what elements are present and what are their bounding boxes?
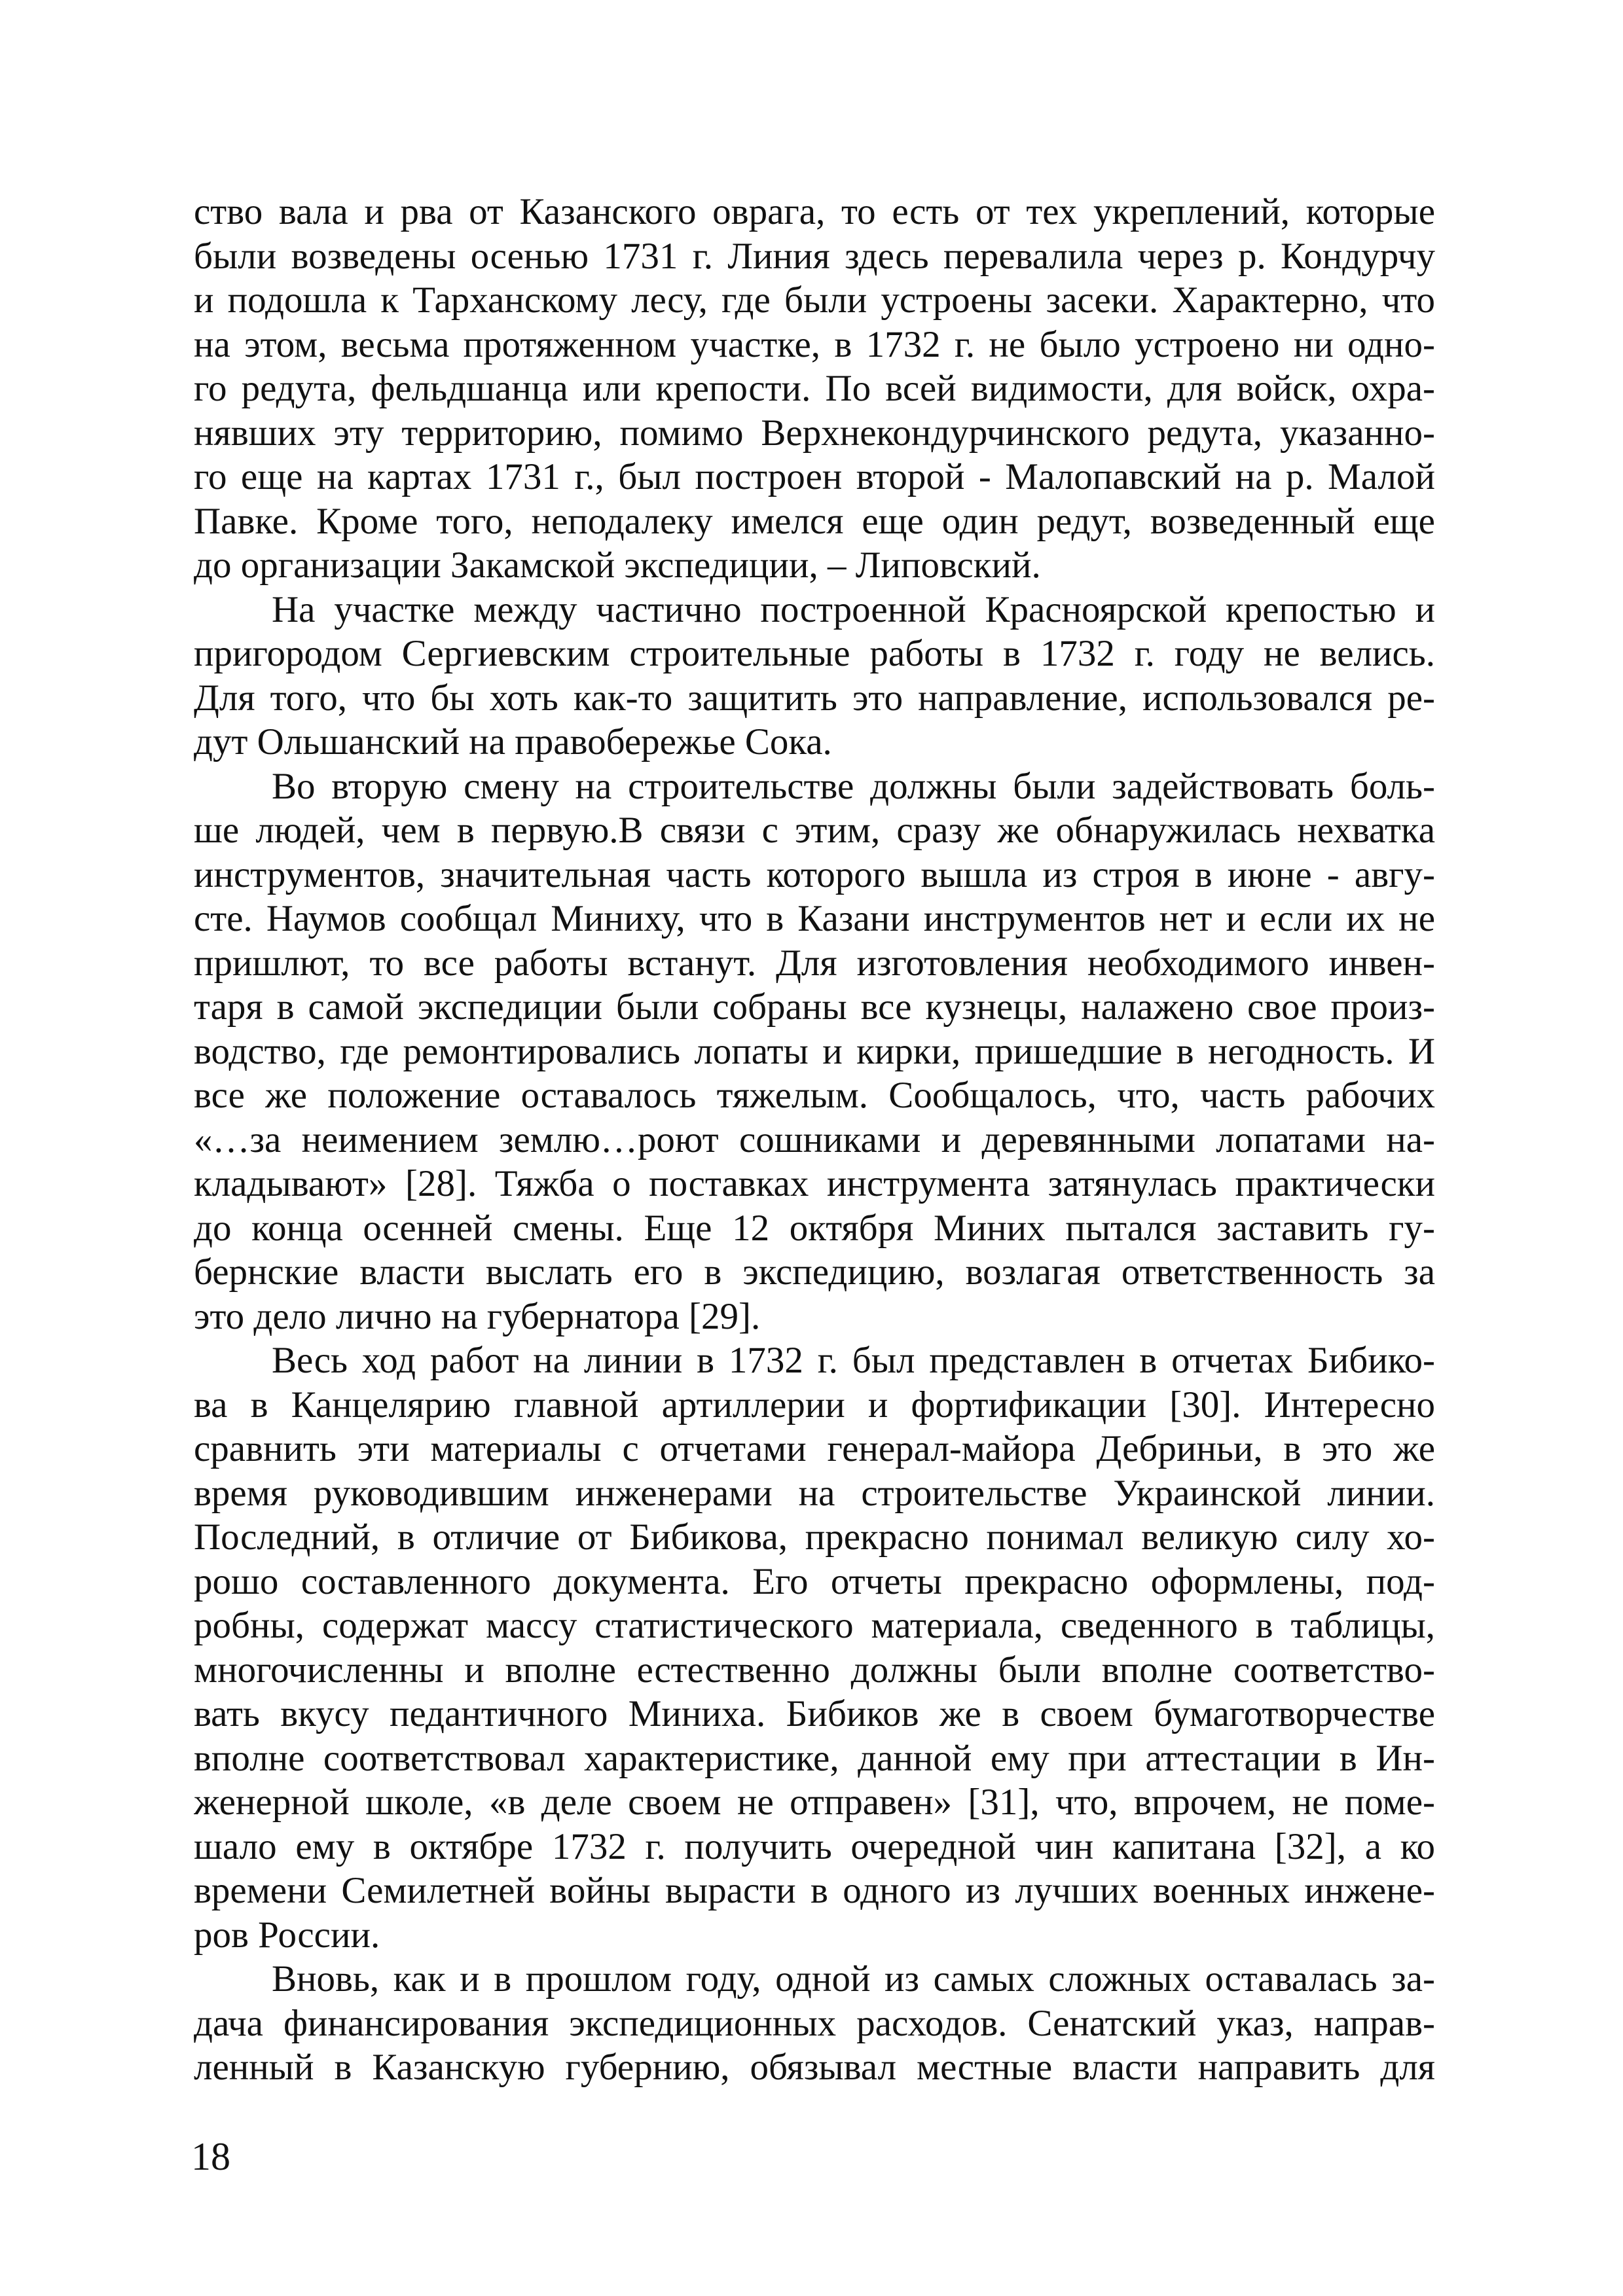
text-line: нявших эту территорию, помимо Верхнекондурчинского редута, указанно-	[194, 412, 1435, 454]
paragraph	[194, 764, 1435, 1339]
page-number: 18	[191, 2135, 230, 2178]
text-line: вать вкусу педантичного Миниха. Бибиков же в своем бумаготворчестве	[194, 1693, 1435, 1734]
text-line: го редута, фельдшанца или крепости. По всей видимости, для войск, охра-	[194, 368, 1435, 409]
text-line: Во вторую смену на строительстве должны были задействовать боль-	[272, 765, 1435, 807]
body-text	[194, 190, 1435, 2090]
text-line: ров России.	[194, 1914, 380, 1956]
text-line: это дело лично на губернатора [29].	[194, 1295, 761, 1337]
text-line: пригородом Сергиевским строительные работы в 1732 г. году не велись.	[194, 633, 1435, 674]
text-line: шало ему в октябре 1732 г. получить очередной чин капитана [32], а ко	[194, 1825, 1435, 1867]
text-line: и подошла к Тарханскому лесу, где были устроены засеки. Характерно, что	[194, 279, 1435, 321]
text-line: вполне соответствовал характеристике, данной ему при аттестации в Ин-	[194, 1737, 1435, 1779]
text-line: женерной школе, «в деле своем не отправен» [31], что, впрочем, не поме-	[194, 1782, 1435, 1823]
text-line: таря в самой экспедиции были собраны все кузнецы, налажено свое произ-	[194, 986, 1435, 1028]
text-line: сте. Наумов сообщал Миниху, что в Казани инструментов нет и если их не	[194, 898, 1435, 939]
text-line: робны, содержат массу статистического материала, сведенного в таблицы,	[194, 1605, 1435, 1646]
text-line: бернские власти выслать его в экспедицию, возлагая ответственность за	[194, 1251, 1435, 1293]
text-line: до конца осенней смены. Еще 12 октября Миних пытался заставить гу-	[194, 1207, 1435, 1249]
text-line: Для того, что бы хоть как-то защитить это направление, использовался ре-	[194, 677, 1435, 719]
paragraph	[194, 1338, 1435, 1957]
text-line: ва в Канцелярию главной артиллерии и фортификации [30]. Интересно	[194, 1384, 1435, 1426]
text-line: ше людей, чем в первую.В связи с этим, сразу же обнаружилась нехватка	[194, 810, 1435, 851]
text-line: Павке. Кроме того, неподалеку имелся еще один редут, возведенный еще	[194, 500, 1435, 542]
text-line: на этом, весьма протяженном участке, в 1732 г. не было устроено ни одно-	[194, 323, 1435, 365]
text-line: инструментов, значительная часть которого вышла из строя в июне - авгу-	[194, 853, 1435, 895]
text-line: времени Семилетней войны вырасти в одного из лучших военных инжене-	[194, 1870, 1435, 1911]
text-line: На участке между частично построенной Красноярской крепостью и	[272, 588, 1435, 630]
text-line: водство, где ремонтировались лопаты и кирки, пришедшие в негодность. И	[194, 1030, 1435, 1072]
text-line: Вновь, как и в прошлом году, одной из самых сложных оставалась за-	[272, 1958, 1435, 2000]
paragraph	[194, 190, 1435, 588]
text-line: ство вала и рва от Казанского оврага, то есть от тех укреплений, которые	[194, 191, 1435, 232]
text-line: до организации Закамской экспедиции, – Липовский.	[194, 545, 1041, 586]
text-line: сравнить эти материалы с отчетами генерал-майора Дебриньи, в это же	[194, 1428, 1435, 1469]
text-line: Последний, в отличие от Бибикова, прекрасно понимал великую силу хо-	[194, 1516, 1435, 1558]
paragraph	[194, 1957, 1435, 2090]
text-line: время руководившим инженерами на строительстве Украинской линии.	[194, 1472, 1435, 1514]
text-line: были возведены осенью 1731 г. Линия здесь перевалила через р. Кондурчу	[194, 235, 1435, 277]
paragraph	[194, 588, 1435, 764]
text-line: «…за неимением землю…роют сошниками и деревянными лопатами на-	[194, 1119, 1435, 1160]
text-line: ленный в Казанскую губернию, обязывал местные власти направить для	[194, 2047, 1435, 2088]
text-line: го еще на картах 1731 г., был построен второй - Малопавский на р. Малой	[194, 456, 1435, 497]
text-line: дача финансирования экспедиционных расходов. Сенатский указ, направ-	[194, 2002, 1435, 2044]
text-line: пришлют, то все работы встанут. Для изготовления необходимого инвен-	[194, 942, 1435, 984]
text-line: дут Ольшанский на правобережье Сока.	[194, 721, 832, 762]
text-line: все же положение оставалось тяжелым. Сообщалось, что, часть рабочих	[194, 1075, 1435, 1116]
text-line: Весь ход работ на линии в 1732 г. был представлен в отчетах Бибико-	[272, 1340, 1435, 1381]
text-line: рошо составленного документа. Его отчеты прекрасно оформлены, под-	[194, 1560, 1435, 1602]
text-line: кладывают» [28]. Тяжба о поставках инструмента затянулась практически	[194, 1163, 1435, 1204]
text-line: многочисленны и вполне естественно должны были вполне соответство-	[194, 1649, 1435, 1691]
